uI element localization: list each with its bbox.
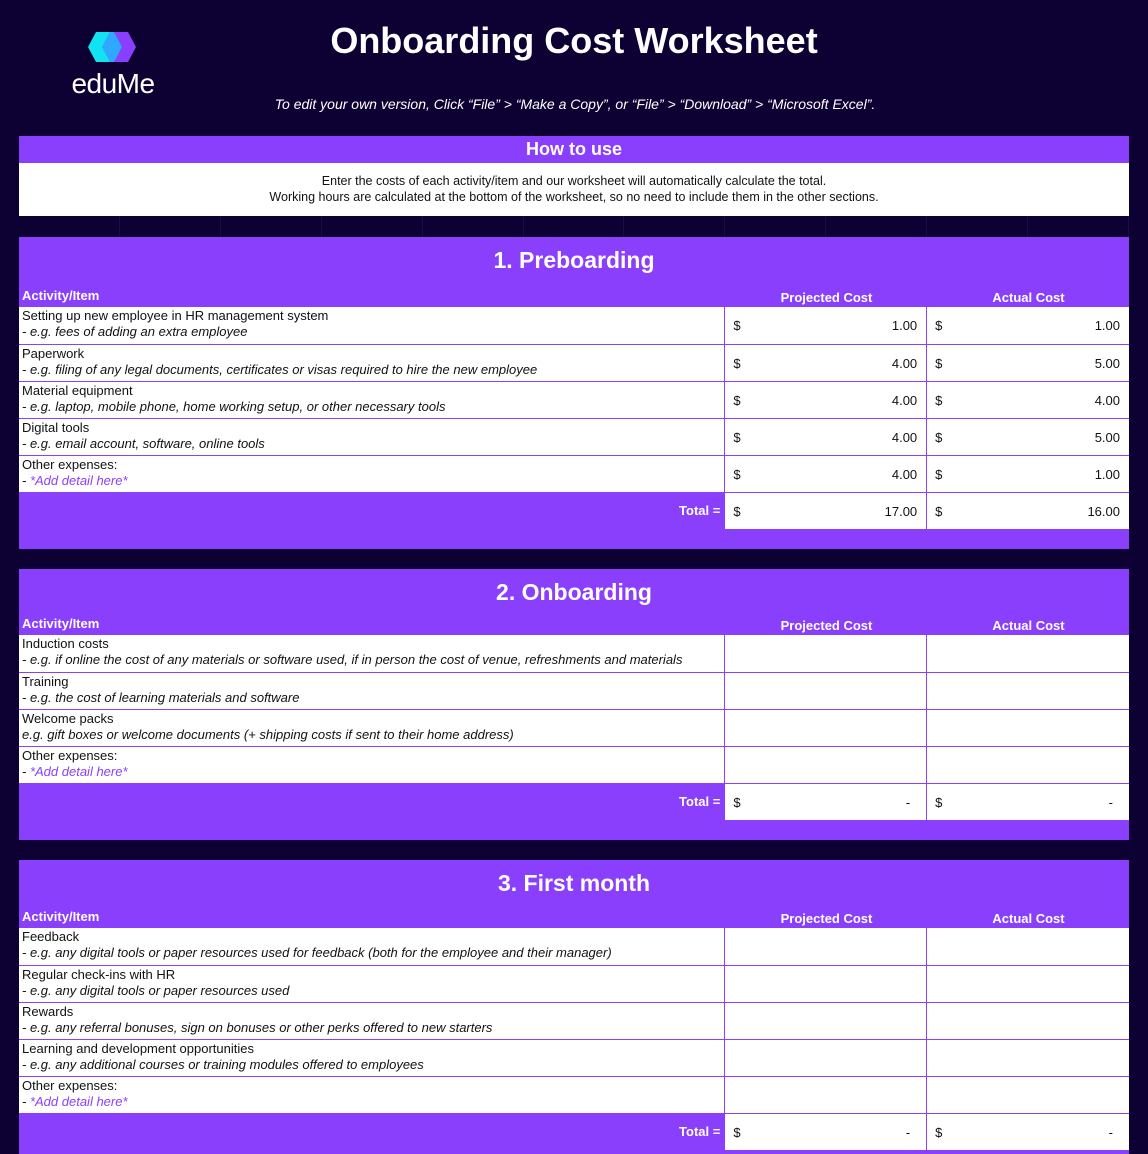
column-header-actual: Actual Cost <box>992 618 1065 633</box>
activity-name: Learning and development opportunities <box>22 1041 255 1056</box>
currency-symbol: $ <box>935 318 943 333</box>
actual-total-cell <box>927 784 1129 820</box>
actual-cost-cell[interactable] <box>927 710 1129 746</box>
activity-cell[interactable] <box>19 635 724 672</box>
activity-cell[interactable] <box>19 1077 724 1113</box>
currency-symbol: $ <box>935 392 943 408</box>
activity-name: Other expenses: <box>22 748 118 763</box>
activity-cell[interactable] <box>19 382 724 418</box>
activity-detail <box>22 764 721 780</box>
activity-cell[interactable] <box>19 1003 724 1039</box>
projected-total-cell <box>725 493 926 529</box>
actual-cost-value: 5.00 <box>1094 429 1120 445</box>
actual-total-value: - <box>1108 1124 1113 1140</box>
activity-name: Setting up new employee in HR management system <box>22 308 329 323</box>
column-header-activity: Activity/Item <box>22 616 100 631</box>
how-to-use-body <box>19 163 1129 216</box>
activity-name: Induction costs <box>22 636 109 651</box>
actual-total-cell <box>927 1114 1129 1150</box>
projected-total-cell <box>725 784 926 820</box>
activity-name: Rewards <box>22 1004 74 1019</box>
table-body <box>19 928 1129 1149</box>
projected-cost-value: 4.00 <box>891 355 918 371</box>
how-to-use-heading: How to use <box>19 136 1129 163</box>
actual-cost-cell[interactable] <box>927 1077 1129 1113</box>
section-preboarding <box>19 237 1129 549</box>
section-onboarding <box>19 569 1129 840</box>
edit-instructions: To edit your own version, Click “File” > “Make a Copy”, or “File” > “Download” > “Microsoft Excel”. <box>274 96 876 112</box>
activity-detail: - e.g. any additional courses or training modules offered to employees <box>22 1057 424 1072</box>
activity-name: Other expenses: <box>22 457 118 472</box>
table-row <box>19 455 1129 492</box>
activity-detail: e.g. gift boxes or welcome documents (+ shipping costs if sent to their home address) <box>22 727 514 742</box>
projected-cost-cell[interactable] <box>725 966 926 1002</box>
activity-cell[interactable] <box>19 928 724 965</box>
projected-cost-value: 4.00 <box>891 392 918 408</box>
total-row <box>19 492 1129 528</box>
table-row <box>19 965 1129 1002</box>
projected-cost-cell[interactable] <box>725 673 926 709</box>
section-title: 1. Preboarding <box>493 247 655 273</box>
table-row <box>19 672 1129 709</box>
actual-cost-cell[interactable] <box>927 419 1129 455</box>
activity-detail <box>22 473 721 489</box>
activity-name: Training <box>22 674 69 689</box>
detail-prefix: - <box>22 473 30 488</box>
currency-symbol: $ <box>733 429 741 445</box>
activity-detail: - e.g. laptop, mobile phone, home working setup, or other necessary tools <box>22 399 446 414</box>
activity-detail: - e.g. fees of adding an extra employee <box>22 324 248 339</box>
currency-symbol: $ <box>935 429 943 445</box>
currency-symbol: $ <box>935 794 943 810</box>
page-title: Onboarding Cost Worksheet <box>330 20 818 61</box>
column-header-actual: Actual Cost <box>992 911 1065 926</box>
activity-detail: - e.g. email account, software, online tools <box>22 436 265 451</box>
projected-cost-value: 4.00 <box>891 466 918 482</box>
activity-cell[interactable] <box>19 307 724 344</box>
projected-cost-cell[interactable] <box>725 1077 926 1113</box>
activity-cell[interactable] <box>19 456 724 492</box>
column-headers <box>19 908 1129 928</box>
table-row <box>19 418 1129 455</box>
actual-cost-cell[interactable] <box>927 1003 1129 1039</box>
activity-name: Feedback <box>22 929 80 944</box>
table-row <box>19 746 1129 783</box>
currency-symbol: $ <box>935 355 943 371</box>
activity-cell[interactable] <box>19 673 724 709</box>
actual-cost-cell[interactable] <box>927 345 1129 381</box>
column-header-projected: Projected Cost <box>780 618 873 633</box>
projected-total-cell <box>725 1114 926 1150</box>
currency-symbol: $ <box>733 466 741 482</box>
column-header-actual: Actual Cost <box>992 290 1065 305</box>
activity-cell[interactable] <box>19 419 724 455</box>
add-detail-placeholder: *Add detail here* <box>29 1094 128 1109</box>
section-first-month <box>19 860 1129 1154</box>
empty-grid-row <box>19 216 1129 237</box>
section-title: 2. Onboarding <box>496 579 652 605</box>
actual-cost-value: 5.00 <box>1094 355 1120 371</box>
table-row <box>19 709 1129 746</box>
activity-name: Paperwork <box>22 346 85 361</box>
actual-cost-cell[interactable] <box>927 307 1129 344</box>
detail-prefix: - <box>22 1094 30 1109</box>
column-header-activity: Activity/Item <box>22 909 100 924</box>
activity-cell[interactable] <box>19 747 724 783</box>
projected-cost-cell[interactable] <box>725 345 926 381</box>
currency-symbol: $ <box>935 503 943 519</box>
column-header-activity: Activity/Item <box>22 288 100 303</box>
actual-cost-cell[interactable] <box>927 966 1129 1002</box>
actual-cost-cell[interactable] <box>927 382 1129 418</box>
currency-symbol: $ <box>733 794 741 810</box>
how-to-use-line: Working hours are calculated at the bottom of the worksheet, so no need to include them in the other sections. <box>269 190 879 204</box>
activity-name: Regular check-ins with HR <box>22 967 176 982</box>
column-header-projected: Projected Cost <box>780 911 873 926</box>
table-row <box>19 344 1129 381</box>
activity-name: Welcome packs <box>22 711 114 726</box>
activity-cell[interactable] <box>19 966 724 1002</box>
activity-detail: - e.g. filing of any legal documents, certificates or visas required to hire the new employee <box>22 362 538 377</box>
table-row <box>19 928 1129 965</box>
projected-cost-cell[interactable] <box>725 635 926 672</box>
activity-detail: - e.g. if online the cost of any materials or software used, if in person the cost of venue, refreshments and materials <box>22 652 683 667</box>
how-to-use-line: Enter the costs of each activity/item and our worksheet will automatically calculate the total. <box>321 174 827 188</box>
projected-total-value: - <box>905 794 911 810</box>
activity-cell[interactable] <box>19 710 724 746</box>
activity-detail: - e.g. any digital tools or paper resources used for feedback (both for the employee and their manager) <box>22 945 612 960</box>
projected-cost-cell[interactable] <box>725 307 926 344</box>
currency-symbol: $ <box>733 392 741 408</box>
activity-name: Other expenses: <box>22 1078 118 1093</box>
activity-cell[interactable] <box>19 1040 724 1076</box>
activity-detail <box>22 1094 721 1110</box>
projected-cost-cell[interactable] <box>725 382 926 418</box>
actual-total-cell <box>927 493 1129 529</box>
projected-cost-cell[interactable] <box>725 747 926 783</box>
projected-total-value: 17.00 <box>884 503 918 519</box>
table-row <box>19 307 1129 344</box>
total-label: Total = <box>679 503 721 518</box>
actual-cost-value: 1.00 <box>1094 318 1120 333</box>
currency-symbol: $ <box>733 1124 741 1140</box>
add-detail-placeholder: *Add detail here* <box>29 764 128 779</box>
projected-total-value: - <box>905 1124 911 1140</box>
currency-symbol: $ <box>733 503 741 519</box>
table-row <box>19 1002 1129 1039</box>
column-headers <box>19 285 1129 307</box>
actual-cost-cell[interactable] <box>927 673 1129 709</box>
activity-detail: - e.g. the cost of learning materials and software <box>22 690 300 705</box>
actual-cost-value: 4.00 <box>1094 392 1120 408</box>
table-body <box>19 635 1129 819</box>
projected-cost-cell[interactable] <box>725 710 926 746</box>
table-body <box>19 307 1129 528</box>
add-detail-placeholder: *Add detail here* <box>29 473 128 488</box>
actual-total-value: - <box>1108 794 1113 810</box>
currency-symbol: $ <box>733 355 741 371</box>
actual-cost-cell[interactable] <box>927 928 1129 965</box>
table-row <box>19 1076 1129 1113</box>
projected-cost-value: 4.00 <box>891 429 918 445</box>
actual-cost-cell[interactable] <box>927 456 1129 492</box>
activity-detail: - e.g. any referral bonuses, sign on bonuses or other perks offered to new starters <box>22 1020 493 1035</box>
currency-symbol: $ <box>935 466 943 482</box>
table-row <box>19 381 1129 418</box>
projected-cost-cell[interactable] <box>725 928 926 965</box>
projected-cost-cell[interactable] <box>725 456 926 492</box>
detail-prefix: - <box>22 764 30 779</box>
activity-cell[interactable] <box>19 345 724 381</box>
actual-total-value: 16.00 <box>1087 503 1120 519</box>
actual-cost-cell[interactable] <box>927 635 1129 672</box>
projected-cost-cell[interactable] <box>725 1040 926 1076</box>
table-row <box>19 1039 1129 1076</box>
total-label: Total = <box>679 794 721 809</box>
section-title: 3. First month <box>497 870 651 896</box>
total-row <box>19 783 1129 819</box>
projected-cost-cell[interactable] <box>725 419 926 455</box>
actual-cost-cell[interactable] <box>927 747 1129 783</box>
projected-cost-cell[interactable] <box>725 1003 926 1039</box>
how-to-use-panel <box>19 136 1129 216</box>
activity-name: Digital tools <box>22 420 90 435</box>
projected-cost-value: 1.00 <box>891 318 918 333</box>
actual-cost-value: 1.00 <box>1094 466 1120 482</box>
activity-name: Material equipment <box>22 383 133 398</box>
column-headers <box>19 615 1129 635</box>
total-row <box>19 1113 1129 1149</box>
actual-cost-cell[interactable] <box>927 1040 1129 1076</box>
logo-text: eduMe <box>71 68 155 99</box>
activity-detail: - e.g. any digital tools or paper resources used <box>22 983 290 998</box>
total-label: Total = <box>679 1124 721 1139</box>
currency-symbol: $ <box>733 318 741 333</box>
table-row <box>19 635 1129 672</box>
currency-symbol: $ <box>935 1124 943 1140</box>
column-header-projected: Projected Cost <box>780 290 873 305</box>
